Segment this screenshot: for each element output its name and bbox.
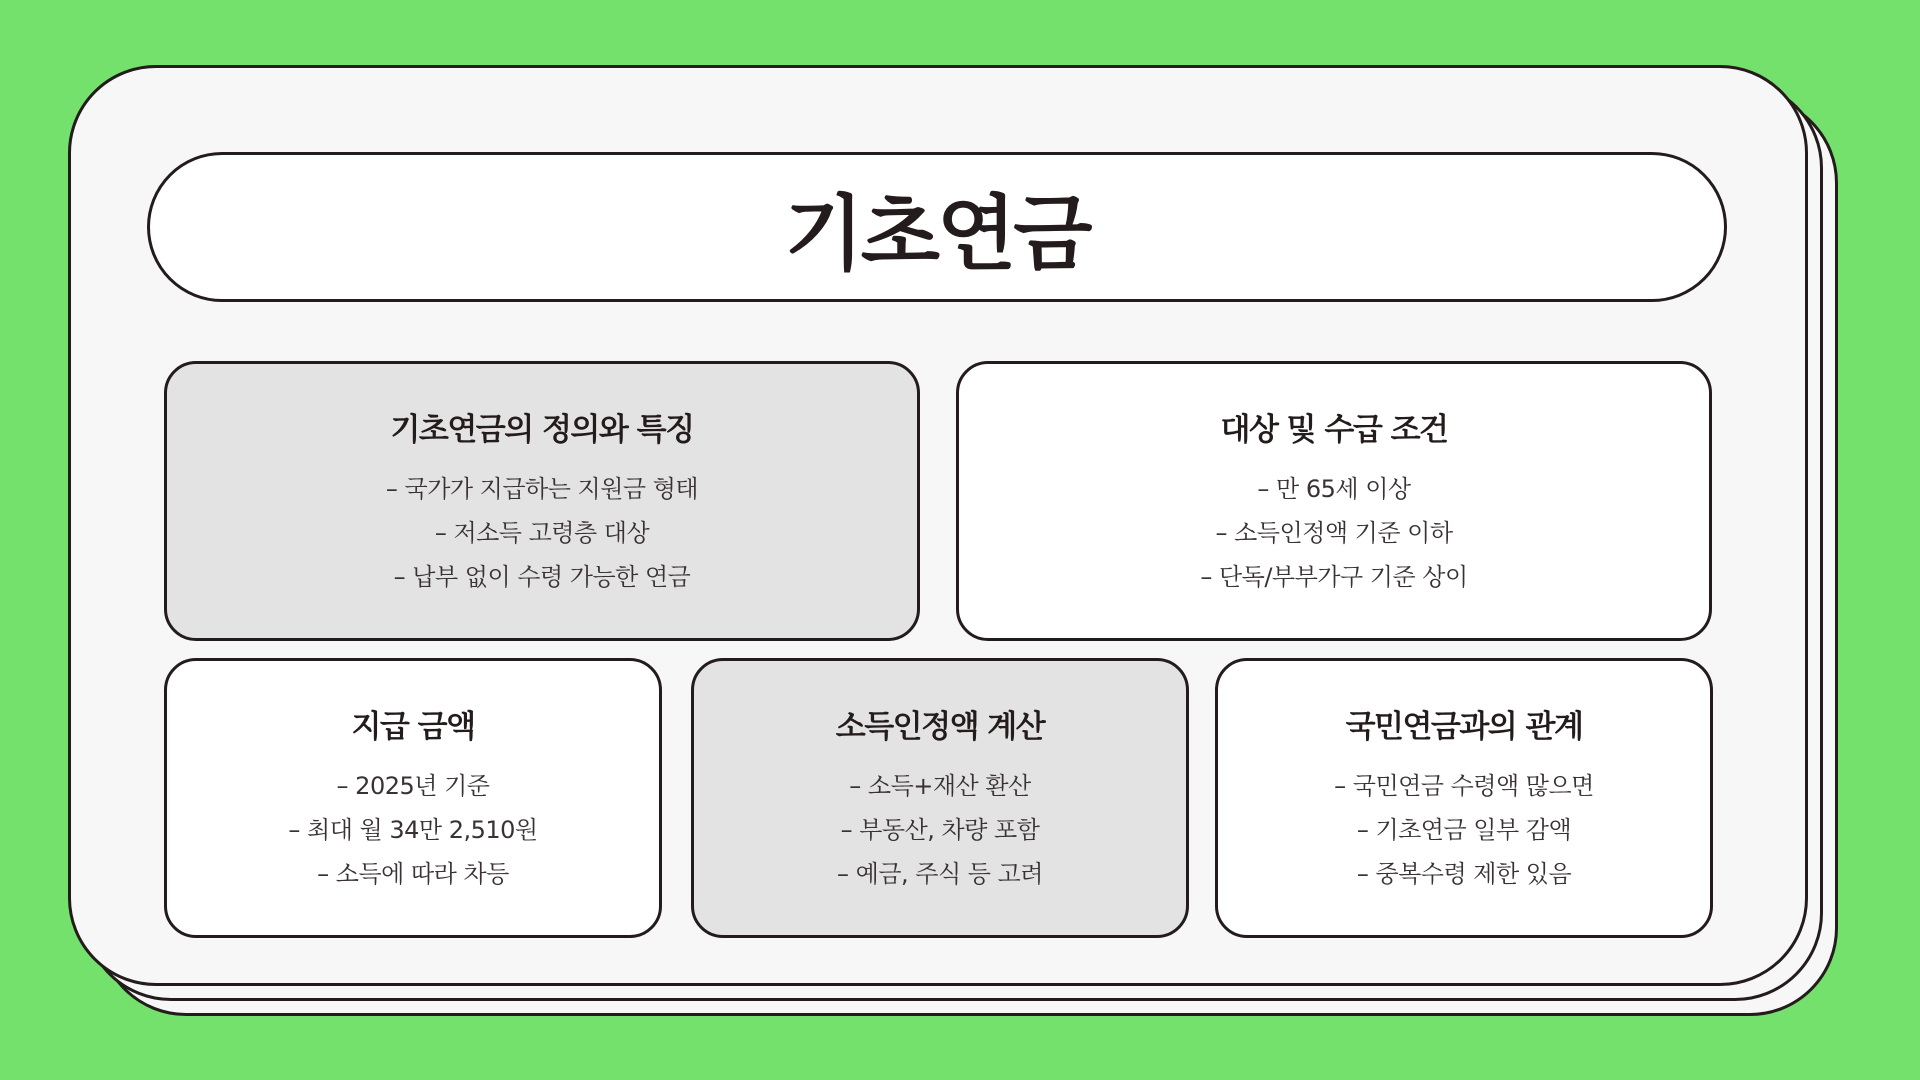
list-item: – 중복수령 제한 있음 xyxy=(1356,859,1572,888)
list-item: – 소득인정액 기준 이하 xyxy=(1215,518,1453,547)
list-item: – 부동산, 차량 포함 xyxy=(840,815,1040,844)
card-title: 지급 금액 xyxy=(351,708,475,745)
card-definition-and-features xyxy=(164,361,920,641)
list-item: – 납부 없이 수령 가능한 연금 xyxy=(393,562,691,591)
card-payment-amount xyxy=(164,658,662,938)
list-item: – 2025년 기준 xyxy=(336,771,490,800)
card-eligibility-conditions xyxy=(956,361,1712,641)
list-item: – 소득에 따라 차등 xyxy=(317,859,509,888)
list-item: – 소득+재산 환산 xyxy=(849,771,1031,800)
title-banner xyxy=(147,152,1727,302)
card-item-list xyxy=(837,764,1043,896)
card-national-pension-relation xyxy=(1215,658,1713,938)
card-item-list xyxy=(1334,764,1594,896)
list-item: – 저소득 고령층 대상 xyxy=(434,518,650,547)
card-title: 국민연금과의 관계 xyxy=(1345,708,1583,745)
list-item: – 최대 월 34만 2,510원 xyxy=(288,815,538,844)
card-title: 대상 및 수급 조건 xyxy=(1220,411,1448,448)
card-item-list xyxy=(386,467,698,599)
card-item-list xyxy=(1200,467,1467,599)
list-item: – 국가가 지급하는 지원금 형태 xyxy=(385,474,699,503)
card-title: 기초연금의 정의와 특징 xyxy=(390,411,694,448)
card-item-list xyxy=(288,764,537,896)
list-item: – 단독/부부가구 기준 상이 xyxy=(1200,562,1468,591)
page-title: 기초연금 xyxy=(784,186,1090,282)
card-income-calculation xyxy=(691,658,1189,938)
list-item: – 만 65세 이상 xyxy=(1257,474,1411,503)
list-item: – 기초연금 일부 감액 xyxy=(1356,815,1572,844)
list-item: – 국민연금 수령액 많으면 xyxy=(1334,771,1594,800)
card-title: 소득인정액 계산 xyxy=(835,708,1045,745)
list-item: – 예금, 주식 등 고려 xyxy=(837,859,1043,888)
